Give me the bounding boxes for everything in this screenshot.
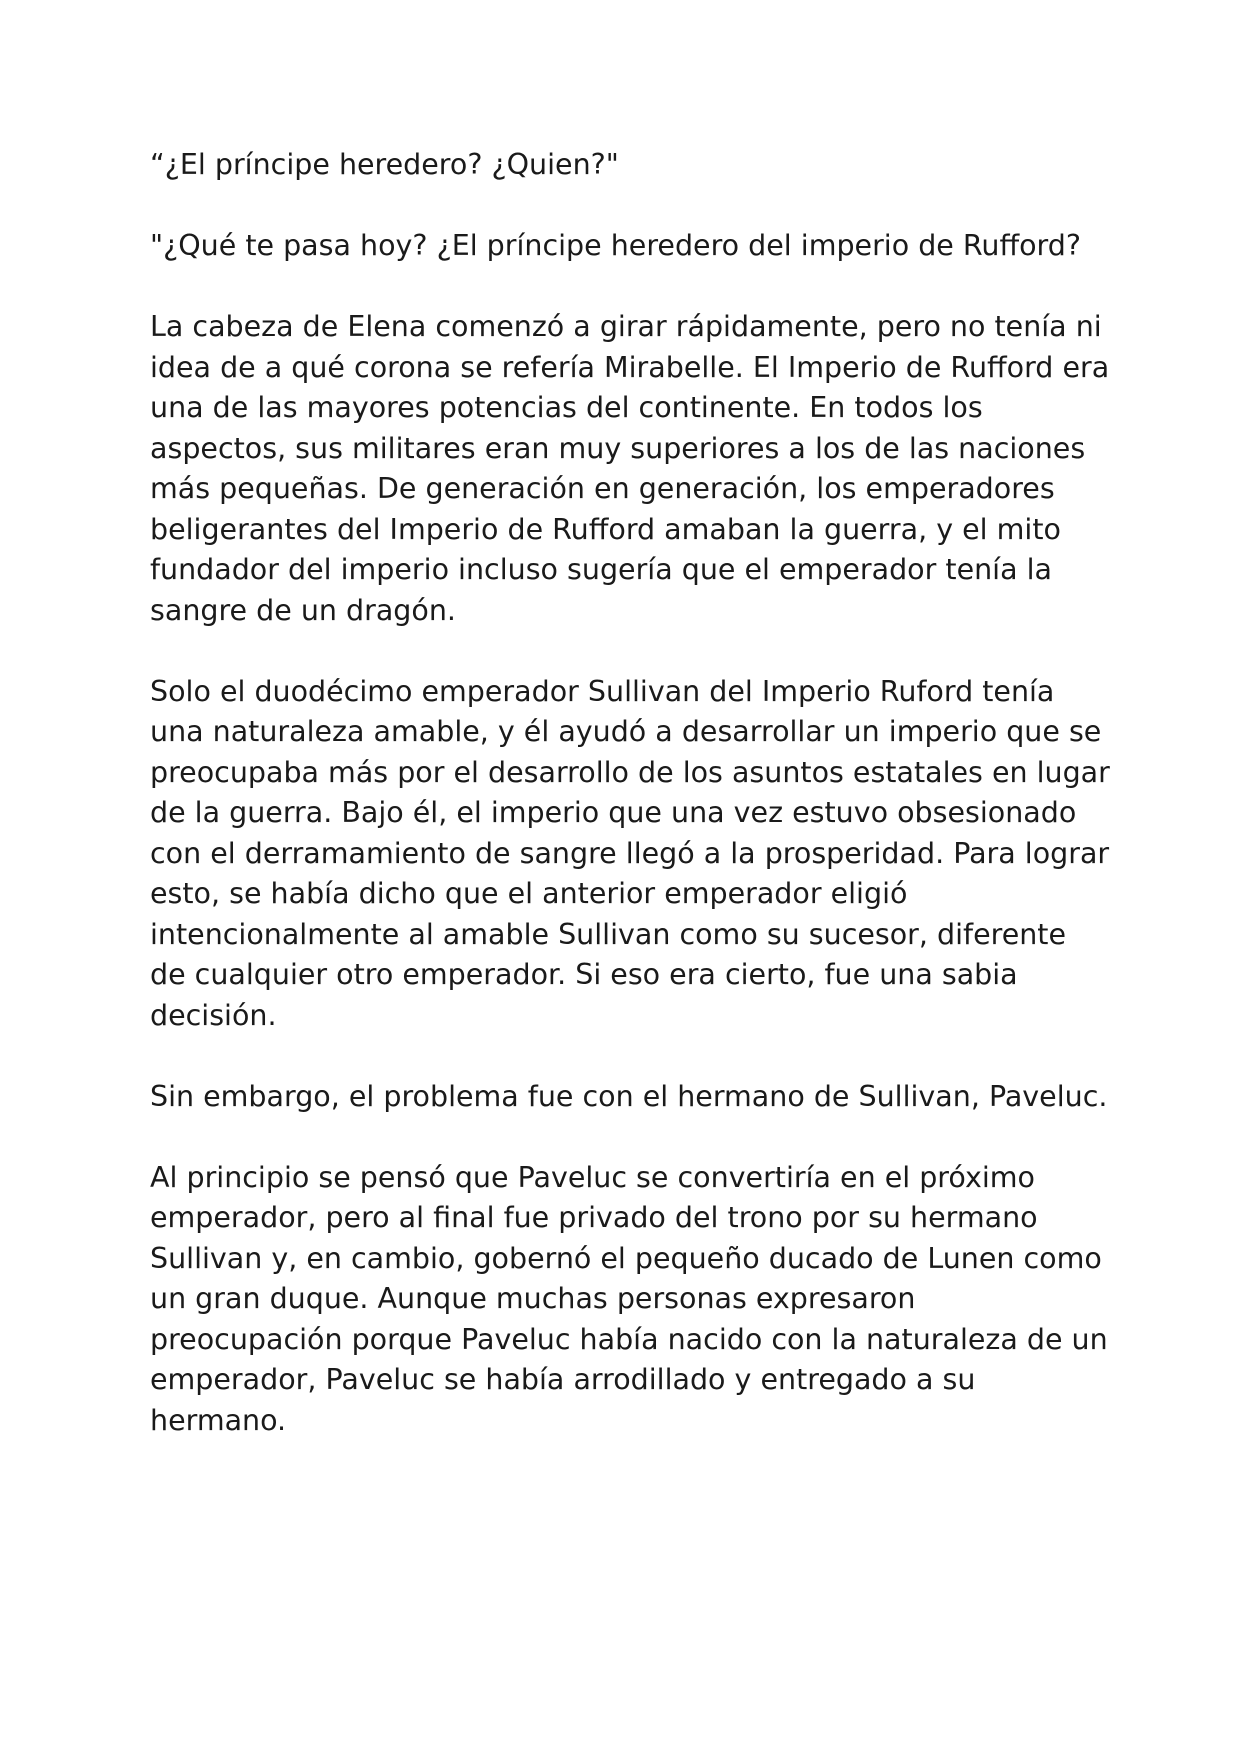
paragraph-6: Al principio se pensó que Paveluc se convertiría en el próximo emperador, pero al final fue privado del trono por su hermano Sullivan y, en cambio, gobernó el pequeño ducado de Lunen como un gran duque. Aunque muchas personas expresaron preocupación porque Paveluc había nacido con la naturaleza de un emperador, Paveluc se había arrodillado y entregado a su hermano. [150, 1160, 1108, 1437]
paragraph-1: “¿El príncipe heredero? ¿Quien?" [150, 148, 619, 181]
paragraph-2: "¿Qué te pasa hoy? ¿El príncipe heredero del imperio de Rufford? [150, 229, 1081, 262]
document-page [150, 145, 1110, 1482]
paragraph-4: Solo el duodécimo emperador Sullivan del Imperio Ruford tenía una naturaleza amable, y él ayudó a desarrollar un imperio que se preocupaba más por el desarrollo de los asuntos estatales en lugar de la guerra. Bajo él, el imperio que una vez estuvo obsesionado con el derramamiento de sangre llegó a la prosperidad. Para lograr esto, se había dicho que el anterior emperador eligió intencionalmente al amable Sullivan como su sucesor, diferente de cualquier otro emperador. Si eso era cierto, fue una sabia decisión. [150, 674, 1110, 1032]
paragraph-5: Sin embargo, el problema fue con el hermano de Sullivan, Paveluc. [150, 1079, 1108, 1113]
paragraph-3: La cabeza de Elena comenzó a girar rápidamente, pero no tenía ni idea de a qué corona se refería Mirabelle. El Imperio de Rufford era una de las mayores potencias del continente. En todos los aspectos, sus militares eran muy superiores a los de las naciones más pequeñas. De generación en generación, los emperadores beligerantes del Imperio de Rufford amaban la guerra, y el mito fundador del imperio incluso sugería que el emperador tenía la sangre de un dragón. [150, 310, 1110, 627]
